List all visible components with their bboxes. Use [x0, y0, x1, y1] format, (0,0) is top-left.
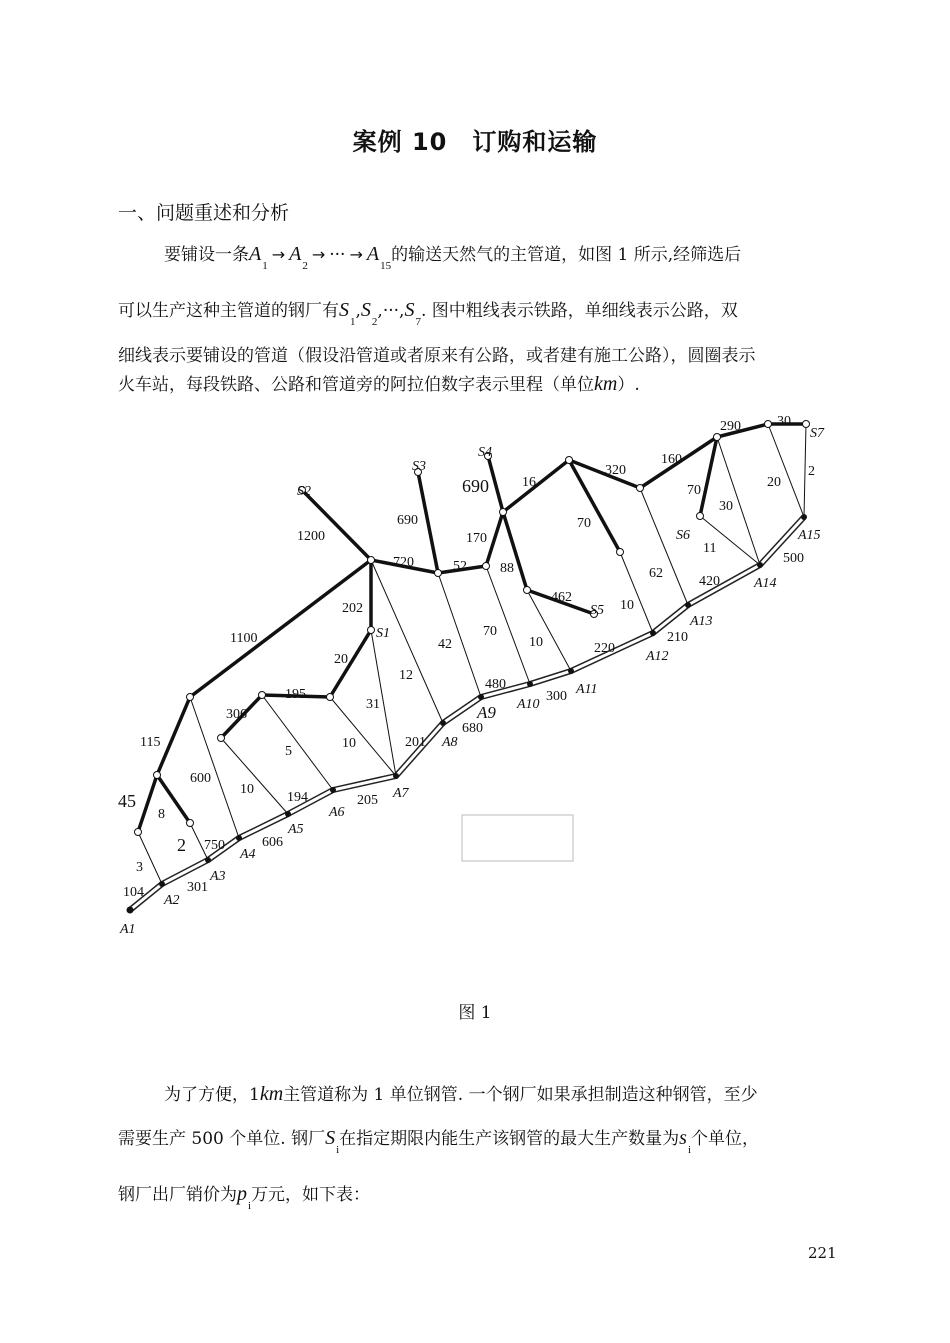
label-S4: S4	[478, 445, 492, 460]
label-A11: A11	[576, 682, 598, 697]
distance-label: 2	[177, 835, 186, 855]
distance-labels	[118, 414, 815, 900]
distance-label: 45	[118, 791, 136, 811]
distance-label: 8	[158, 807, 165, 822]
distance-label: 16	[522, 475, 536, 490]
distance-label: 750	[204, 838, 225, 853]
distance-label: 480	[485, 677, 506, 692]
distance-label: 194	[287, 790, 308, 805]
label-A3: A3	[210, 869, 226, 884]
figure-caption: 图 1	[458, 1003, 492, 1023]
label-A13: A13	[690, 614, 713, 629]
distance-label: 720	[393, 555, 414, 570]
label-A7: A7	[393, 786, 409, 801]
distance-label: 201	[405, 735, 426, 750]
distance-label: 70	[483, 624, 497, 639]
distance-label: 690	[462, 476, 489, 496]
distance-label: 1200	[297, 529, 325, 544]
paragraph-3: 细线表示要铺设的管道（假设沿管道或者原来有公路，或者建有施工公路），圆圈表示 火车站，每段铁路、公路和管道旁的阿拉伯数字表示里程（单位km）.	[118, 346, 756, 395]
label-A4: A4	[240, 847, 256, 862]
distance-label: 462	[551, 590, 572, 605]
distance-label: 160	[661, 452, 682, 467]
distance-label: 202	[342, 601, 363, 616]
paragraph-5: 需要生产 500 个单位. 钢厂$S_i$在指定期限内能生产该钢管的最大生产数量为$s_i$个单位，	[118, 1127, 759, 1156]
distance-label: 320	[605, 463, 626, 478]
distance-label: 10	[240, 782, 254, 797]
distance-label: 30	[719, 499, 733, 514]
paragraph-1: 要铺设一条$A_1\to A_2\to$ ··· → $A_{15}$的输送天然气的主管道，如图 1 所示,经筛选后	[164, 243, 742, 272]
distance-label: 20	[334, 652, 348, 667]
distance-label: 500	[783, 551, 804, 566]
label-A10: A10	[517, 697, 540, 712]
distance-label: 10	[620, 598, 634, 613]
label-A12: A12	[646, 649, 669, 664]
distance-label: 301	[187, 880, 208, 895]
distance-label: 88	[500, 561, 514, 576]
distance-label: 10	[529, 635, 543, 650]
section-heading: 一、问题重述和分析	[118, 202, 290, 224]
distance-label: 70	[577, 516, 591, 531]
distance-label: 52	[453, 559, 467, 574]
distance-label: 290	[720, 419, 741, 434]
distance-label: 62	[649, 566, 663, 581]
label-A2: A2	[164, 893, 180, 908]
label-A9: A9	[477, 703, 496, 722]
label-S2: S2	[297, 484, 311, 499]
distance-label: 690	[397, 513, 418, 528]
distance-label: 10	[342, 736, 356, 751]
distance-label: 20	[767, 475, 781, 490]
distance-label: 306	[226, 707, 247, 722]
distance-label: 5	[285, 744, 292, 759]
distance-label: 195	[285, 687, 306, 702]
distance-label: 30	[777, 414, 791, 429]
distance-label: 606	[262, 835, 283, 850]
distance-label: 42	[438, 637, 452, 652]
distance-label: 11	[703, 541, 717, 556]
distance-label: 220	[594, 641, 615, 656]
distance-label: 205	[357, 793, 378, 808]
label-S7: S7	[810, 426, 824, 441]
label-S1: S1	[376, 626, 390, 641]
pipeline-network-figure	[0, 400, 950, 960]
label-A14: A14	[754, 576, 777, 591]
empty-box	[462, 815, 573, 861]
distance-label: 170	[466, 531, 487, 546]
distance-label: 600	[190, 771, 211, 786]
distance-label: 70	[687, 483, 701, 498]
distance-label: 104	[123, 885, 144, 900]
label-A8: A8	[442, 735, 458, 750]
distance-label: 210	[667, 630, 688, 645]
label-A5: A5	[288, 822, 304, 837]
distance-label: 115	[140, 735, 161, 750]
distance-label: 680	[462, 721, 483, 736]
page-title: 案例 10 订购和运输	[352, 128, 598, 156]
distance-label: 12	[399, 668, 413, 683]
label-A15: A15	[798, 528, 821, 543]
label-S5: S5	[590, 603, 604, 618]
distance-label: 300	[546, 689, 567, 704]
distance-label: 31	[366, 697, 380, 712]
distance-label: 420	[699, 574, 720, 589]
paragraph-6: 钢厂出厂销价为$p_i$万元，如下表：	[118, 1183, 371, 1212]
distance-label: 3	[136, 860, 143, 875]
label-S3: S3	[412, 459, 426, 474]
label-A6: A6	[329, 805, 345, 820]
label-S6: S6	[676, 528, 690, 543]
label-A1: A1	[120, 922, 136, 937]
distance-label: 2	[808, 464, 815, 479]
page-number: 221	[808, 1244, 837, 1262]
distance-label: 1100	[230, 631, 258, 646]
paragraph-4: 为了方便，1km主管道称为 1 单位钢管. 一个钢厂如果承担制造这种钢管，至少	[164, 1083, 758, 1105]
paragraph-2: 可以生产这种主管道的钢厂有$S_1,S_2,\cdot\cdot\cdot,S_7$. 图中粗线表示铁路，单细线表示公路，双	[118, 299, 738, 328]
